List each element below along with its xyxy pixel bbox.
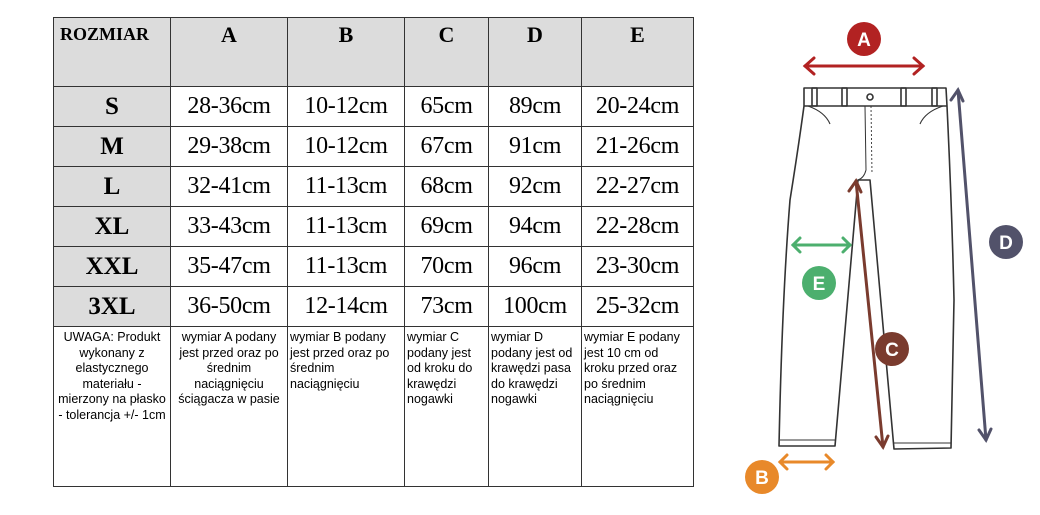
header-rozmiar: ROZMIAR	[54, 18, 171, 87]
size-label: L	[54, 167, 171, 207]
header-col-c: C	[405, 18, 489, 87]
note-dimension: wymiar B podany jest przed oraz po średnim naciągnięciu	[288, 327, 405, 487]
measurement-cell: 36-50cm	[171, 287, 288, 327]
measurement-cell: 23-30cm	[582, 247, 694, 287]
measurement-cell: 65cm	[405, 87, 489, 127]
measurement-cell: 28-36cm	[171, 87, 288, 127]
measurement-cell: 21-26cm	[582, 127, 694, 167]
badge-e-label: E	[812, 274, 826, 295]
measurement-cell: 11-13cm	[288, 247, 405, 287]
header-col-d: D	[489, 18, 582, 87]
badge-c-label: C	[885, 340, 899, 361]
measurement-cell: 33-43cm	[171, 207, 288, 247]
size-label: XL	[54, 207, 171, 247]
arrow-d	[951, 90, 991, 440]
size-label: S	[54, 87, 171, 127]
measurement-cell: 92cm	[489, 167, 582, 207]
measurement-cell: 22-28cm	[582, 207, 694, 247]
table-header-row	[54, 18, 694, 87]
measurement-cell: 35-47cm	[171, 247, 288, 287]
measurement-cell: 20-24cm	[582, 87, 694, 127]
arrow-b	[780, 455, 833, 469]
note-dimension: wymiar E podany jest 10 cm od kroku przed oraz po średnim naciągnięciu	[582, 327, 694, 487]
badge-a-label: A	[857, 30, 871, 51]
size-row-xxl	[54, 247, 694, 287]
pants-outline	[779, 88, 954, 449]
size-row-3xl	[54, 287, 694, 327]
size-label: 3XL	[54, 287, 171, 327]
header-col-b: B	[288, 18, 405, 87]
measurement-cell: 12-14cm	[288, 287, 405, 327]
badge-b	[745, 460, 779, 494]
measurement-cell: 25-32cm	[582, 287, 694, 327]
size-label: M	[54, 127, 171, 167]
badge-b-label: B	[755, 468, 769, 489]
measurement-cell: 100cm	[489, 287, 582, 327]
size-row-s	[54, 87, 694, 127]
badge-e	[802, 266, 836, 300]
header-col-e: E	[582, 18, 694, 87]
measurement-cell: 89cm	[489, 87, 582, 127]
measurement-cell: 10-12cm	[288, 127, 405, 167]
size-label: XXL	[54, 247, 171, 287]
header-col-a: A	[171, 18, 288, 87]
measurement-cell: 96cm	[489, 247, 582, 287]
note-dimension: wymiar C podany jest od kroku do krawędzi nogawki	[405, 327, 489, 487]
measurement-cell: 69cm	[405, 207, 489, 247]
size-row-l	[54, 167, 694, 207]
measurement-cell: 67cm	[405, 127, 489, 167]
measurement-cell: 91cm	[489, 127, 582, 167]
badge-d	[989, 225, 1023, 259]
measurement-cell: 32-41cm	[171, 167, 288, 207]
measurement-cell: 94cm	[489, 207, 582, 247]
size-table	[53, 17, 694, 487]
measurement-cell: 22-27cm	[582, 167, 694, 207]
badge-d-label: D	[999, 233, 1013, 254]
size-row-m	[54, 127, 694, 167]
pants-diagram	[730, 0, 1040, 515]
measurement-cell: 29-38cm	[171, 127, 288, 167]
note-warning: UWAGA: Produkt wykonany z elastycznego materiału - mierzony na płasko - tolerancja +/- 1cm	[54, 327, 171, 487]
arrow-e	[793, 238, 850, 252]
measurement-cell: 11-13cm	[288, 207, 405, 247]
measurement-cell: 11-13cm	[288, 167, 405, 207]
badge-a	[847, 22, 881, 56]
arrow-a	[805, 58, 923, 74]
size-row-xl	[54, 207, 694, 247]
note-dimension: wymiar D podany jest od krawędzi pasa do krawędzi nogawki	[489, 327, 582, 487]
measurement-cell: 70cm	[405, 247, 489, 287]
notes-row	[54, 327, 694, 487]
measurement-cell: 73cm	[405, 287, 489, 327]
note-dimension: wymiar A podany jest przed oraz po średnim naciągnięciu ściągacza w pasie	[171, 327, 288, 487]
measurement-cell: 10-12cm	[288, 87, 405, 127]
badge-c	[875, 332, 909, 366]
measurement-cell: 68cm	[405, 167, 489, 207]
